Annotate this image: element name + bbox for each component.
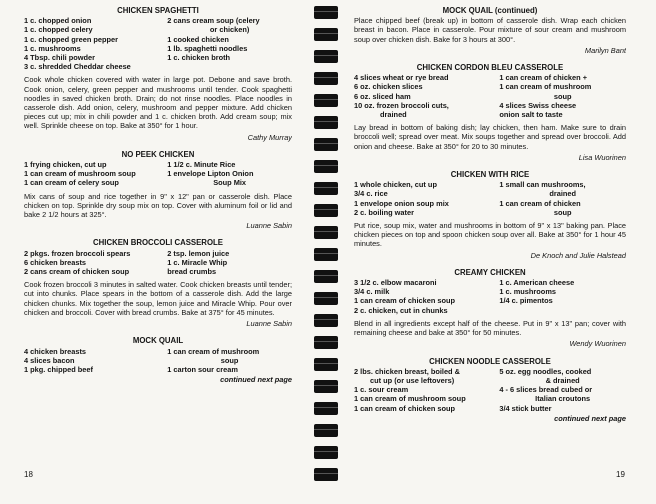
ingredient: 3/4 stick butter (499, 403, 552, 413)
ingredient-list (354, 73, 626, 119)
ingredient: 2 pkgs. frozen broccoli spears (24, 248, 131, 258)
ingredient: 1 envelope Lipton Onion (167, 169, 254, 179)
ingredient: soup (553, 207, 572, 217)
ingredient: bread crumbs (167, 267, 217, 277)
binding-ring (314, 468, 338, 481)
ingredient: 1 can cream of chicken soup (354, 403, 456, 413)
directions: Cook whole chicken covered with water in large pot. Debone and save broth. Cook onion, celery, green pepper and mushrooms until tender. Cook spaghetti noodles in saved chicken broth. Drain; do not rinse noodles. Place noodles in casserole dish. Add onion, celery, mushroom and pepper mixture. Add chicken pieces cut up; mix in chili powder and 1 c. chicken broth. Add cream soup; mix well. Sprinkle cheese on top. Bake at 350° for 1 hour. (24, 75, 292, 131)
ingredient: & drained (545, 375, 580, 385)
continued-note: continued next page (554, 413, 626, 423)
ingredient: 2 c. boiling water (354, 207, 414, 217)
binding-ring (314, 314, 338, 327)
ingredient (499, 306, 626, 315)
ingredient: soup (553, 91, 572, 101)
ingredient-list (354, 180, 626, 217)
ingredient: 1 can cream of mushroom (499, 82, 592, 92)
recipe-creamy-chicken (354, 268, 626, 349)
recipe-no-peek-chicken (24, 150, 292, 231)
ingredient: 1 c. mushrooms (499, 287, 557, 297)
ingredient-list (354, 278, 626, 315)
binding-ring (314, 248, 338, 261)
ingredient: 4 chicken breasts (24, 346, 87, 356)
ingredient: 6 oz. sliced ham (354, 91, 411, 101)
binding-ring (314, 182, 338, 195)
ingredient-list (24, 16, 292, 71)
ingredient: 10 oz. frozen broccoli cuts, (354, 100, 449, 110)
author: Luanne Sabin (246, 319, 292, 329)
recipe-mock-quail-continued (354, 6, 626, 55)
recipe-title: CHICKEN NOODLE CASSEROLE (429, 356, 551, 366)
ingredient: 1 c. mushrooms (24, 43, 81, 53)
ingredient: 1 frying chicken, cut up (24, 160, 107, 170)
ingredient: 1 c. sour cream (354, 385, 409, 395)
ingredient: 1 can cream of mushroom (167, 346, 260, 356)
ingredient: 1 envelope onion soup mix (354, 198, 449, 208)
ingredient: soup (220, 355, 239, 365)
ingredient: 1/4 c. pimentos (499, 296, 553, 306)
recipe-chicken-with-rice (354, 170, 626, 260)
binding-ring (314, 358, 338, 371)
ingredient-list (354, 367, 626, 413)
directions: Mix cans of soup and rice together in 9" x 12" pan or casserole dish. Place chicken on top. Sprinkle dry soup mix on top. Cover with aluminum foil or lid and bake 2 1/2 hours at 325°. (24, 191, 292, 220)
binding-ring (314, 138, 338, 151)
directions: Place chipped beef (break up) in bottom of casserole dish. Wrap each chicken breast in bacon. Place in casserole. Pour mixture of sour cream and mushroom soup over chicken dish. Bake for 3 hours at 300°. (354, 16, 626, 44)
binding-ring (314, 204, 338, 217)
ingredient: 1 can cream of chicken (499, 198, 581, 208)
binding-ring (314, 72, 338, 85)
ingredient: 2 cans cream soup (celery (167, 16, 260, 26)
binding-ring (314, 292, 338, 305)
binding-ring (314, 6, 338, 19)
ingredient: 1 c. chopped celery (24, 25, 93, 35)
recipe-title: CHICKEN BROCCOLI CASSEROLE (93, 238, 223, 248)
ingredient: 6 oz. chicken slices (354, 82, 423, 92)
ingredient: 3/4 c. rice (354, 189, 388, 199)
ingredient: 4 Tbsp. chili powder (24, 53, 96, 63)
ingredient: 1 c. chopped onion (24, 16, 92, 26)
ingredient: drained (380, 110, 407, 120)
ingredient-list (24, 160, 292, 188)
binding-ring (314, 226, 338, 239)
recipe-chicken-cordon-bleu-casserole (354, 63, 626, 162)
ingredient: 2 c. chicken, cut in chunks (354, 305, 448, 315)
recipe-title: MOCK QUAIL (132, 336, 184, 346)
ingredient: 1 c. chicken broth (167, 53, 231, 63)
binding-ring (314, 402, 338, 415)
right-page (354, 6, 626, 486)
ingredient (167, 62, 292, 71)
ingredient: 4 slices wheat or rye bread (354, 73, 449, 83)
ingredient: 6 chicken breasts (24, 257, 87, 267)
directions: Cook frozen broccoli 3 minutes in salted water. Cook chicken breasts until tender; cut into chunks. Place spears in the bottom of a casserole dish. Add the large chicken chunks. Mix together the soup, lemon juice and Miracle Whip. Pour over chicken and broccoli. Cover with bread crumbs. Bake at 375° for 45 minutes. (24, 280, 292, 317)
ingredient: cut up (or use leftovers) (370, 375, 455, 385)
ingredient: 1 c. American cheese (499, 278, 575, 288)
ingredient: drained (549, 189, 577, 199)
directions: Put rice, soup mix, water and mushrooms in bottom of 9" x 13" baking pan. Place chicken pieces on top and spoon chicken soup over all. Bake at 350° for 1 hour 45 minutes. (354, 221, 626, 249)
ingredient: 1 pkg. chipped beef (24, 364, 93, 374)
ingredient: 2 cans cream of chicken soup (24, 267, 130, 277)
author: Luanne Sabin (246, 221, 292, 231)
ingredient: 1 can cream of celery soup (24, 178, 119, 188)
ingredient: 3 c. shredded Cheddar cheese (24, 62, 131, 72)
recipe-title: CREAMY CHICKEN (454, 267, 526, 277)
recipe-title: CHICKEN SPAGHETTI (117, 6, 199, 15)
directions: Blend in all ingredients except half of the cheese. Put in 9" x 13" pan; cover with remaining cheese and bake at 350° for 50 minutes. (354, 318, 626, 338)
author: De Knoch and Julie Halstead (530, 250, 626, 260)
ingredient: 1 c. chopped green pepper (24, 34, 119, 44)
ingredient: 1 can cream of chicken + (499, 73, 588, 83)
binding-ring (314, 270, 338, 283)
binding-ring (314, 28, 338, 41)
binding-ring (314, 424, 338, 437)
left-page (24, 6, 292, 486)
ingredient: 1 lb. spaghetti noodles (167, 43, 248, 53)
author: Lisa Wuorinen (578, 152, 626, 162)
recipe-mock-quail (24, 336, 292, 384)
ingredient: 4 - 6 slices bread cubed or (499, 385, 593, 395)
ingredient: 4 slices Swiss cheese (499, 100, 577, 110)
ingredient: 3/4 c. milk (354, 287, 390, 297)
ingredient: Italian croutons (535, 394, 591, 404)
ingredient: 1 1/2 c. Minute Rice (167, 160, 236, 170)
ingredient: 1 c. Miracle Whip (167, 257, 228, 267)
recipe-title: CHICKEN CORDON BLEU CASSEROLE (416, 63, 564, 73)
ingredient: 1 can cream of chicken soup (354, 296, 456, 306)
ingredient: 3 1/2 c. elbow macaroni (354, 278, 437, 288)
recipe-chicken-spaghetti (24, 6, 292, 142)
ingredient: 5 oz. egg noodles, cooked (499, 366, 592, 376)
binding-ring (314, 446, 338, 459)
ingredient-list (24, 249, 292, 277)
author: Marilyn Bant (584, 45, 626, 55)
binding-ring (314, 160, 338, 173)
recipe-title: NO PEEK CHICKEN (121, 149, 195, 159)
binding-ring (314, 380, 338, 393)
ingredient: 1 can cream of mushroom soup (24, 169, 136, 179)
ingredient: or chicken) (209, 25, 250, 35)
ingredient: 1 whole chicken, cut up (354, 180, 437, 190)
spiral-binding (308, 0, 344, 504)
continued-note: continued next page (220, 375, 292, 385)
page-number: 19 (616, 470, 625, 479)
ingredient: 1 carton sour cream (167, 364, 238, 374)
page-number: 18 (24, 470, 33, 479)
binding-ring (314, 94, 338, 107)
ingredient: 1 cooked chicken (167, 34, 229, 44)
ingredient: 2 tsp. lemon juice (167, 248, 230, 258)
recipe-chicken-broccoli-casserole (24, 238, 292, 328)
recipe-chicken-noodle-casserole (354, 357, 626, 423)
ingredient: Soup Mix (213, 178, 247, 188)
binding-ring (314, 116, 338, 129)
binding-ring (314, 336, 338, 349)
ingredient: 2 lbs. chicken breast, boiled & (354, 366, 460, 376)
ingredient: 4 slices bacon (24, 355, 75, 365)
ingredient: 1 can cream of mushroom soup (354, 394, 466, 404)
recipe-title: CHICKEN WITH RICE (450, 170, 530, 180)
directions: Lay bread in bottom of baking dish; lay chicken, then ham. Make sure to drain broccoli well; spread over meat. Mix soups together and spread over broccoli. Add onion and cheese. Bake at 350° for 20 to 30 minutes. (354, 123, 626, 151)
ingredient: onion salt to taste (499, 110, 563, 120)
author: Cathy Murray (247, 132, 292, 142)
author: Wendy Wuorinen (569, 339, 626, 349)
ingredient-list (24, 347, 292, 375)
binding-ring (314, 50, 338, 63)
recipe-title: MOCK QUAIL (continued) (442, 6, 538, 15)
ingredient: 1 small can mushrooms, (499, 180, 586, 190)
